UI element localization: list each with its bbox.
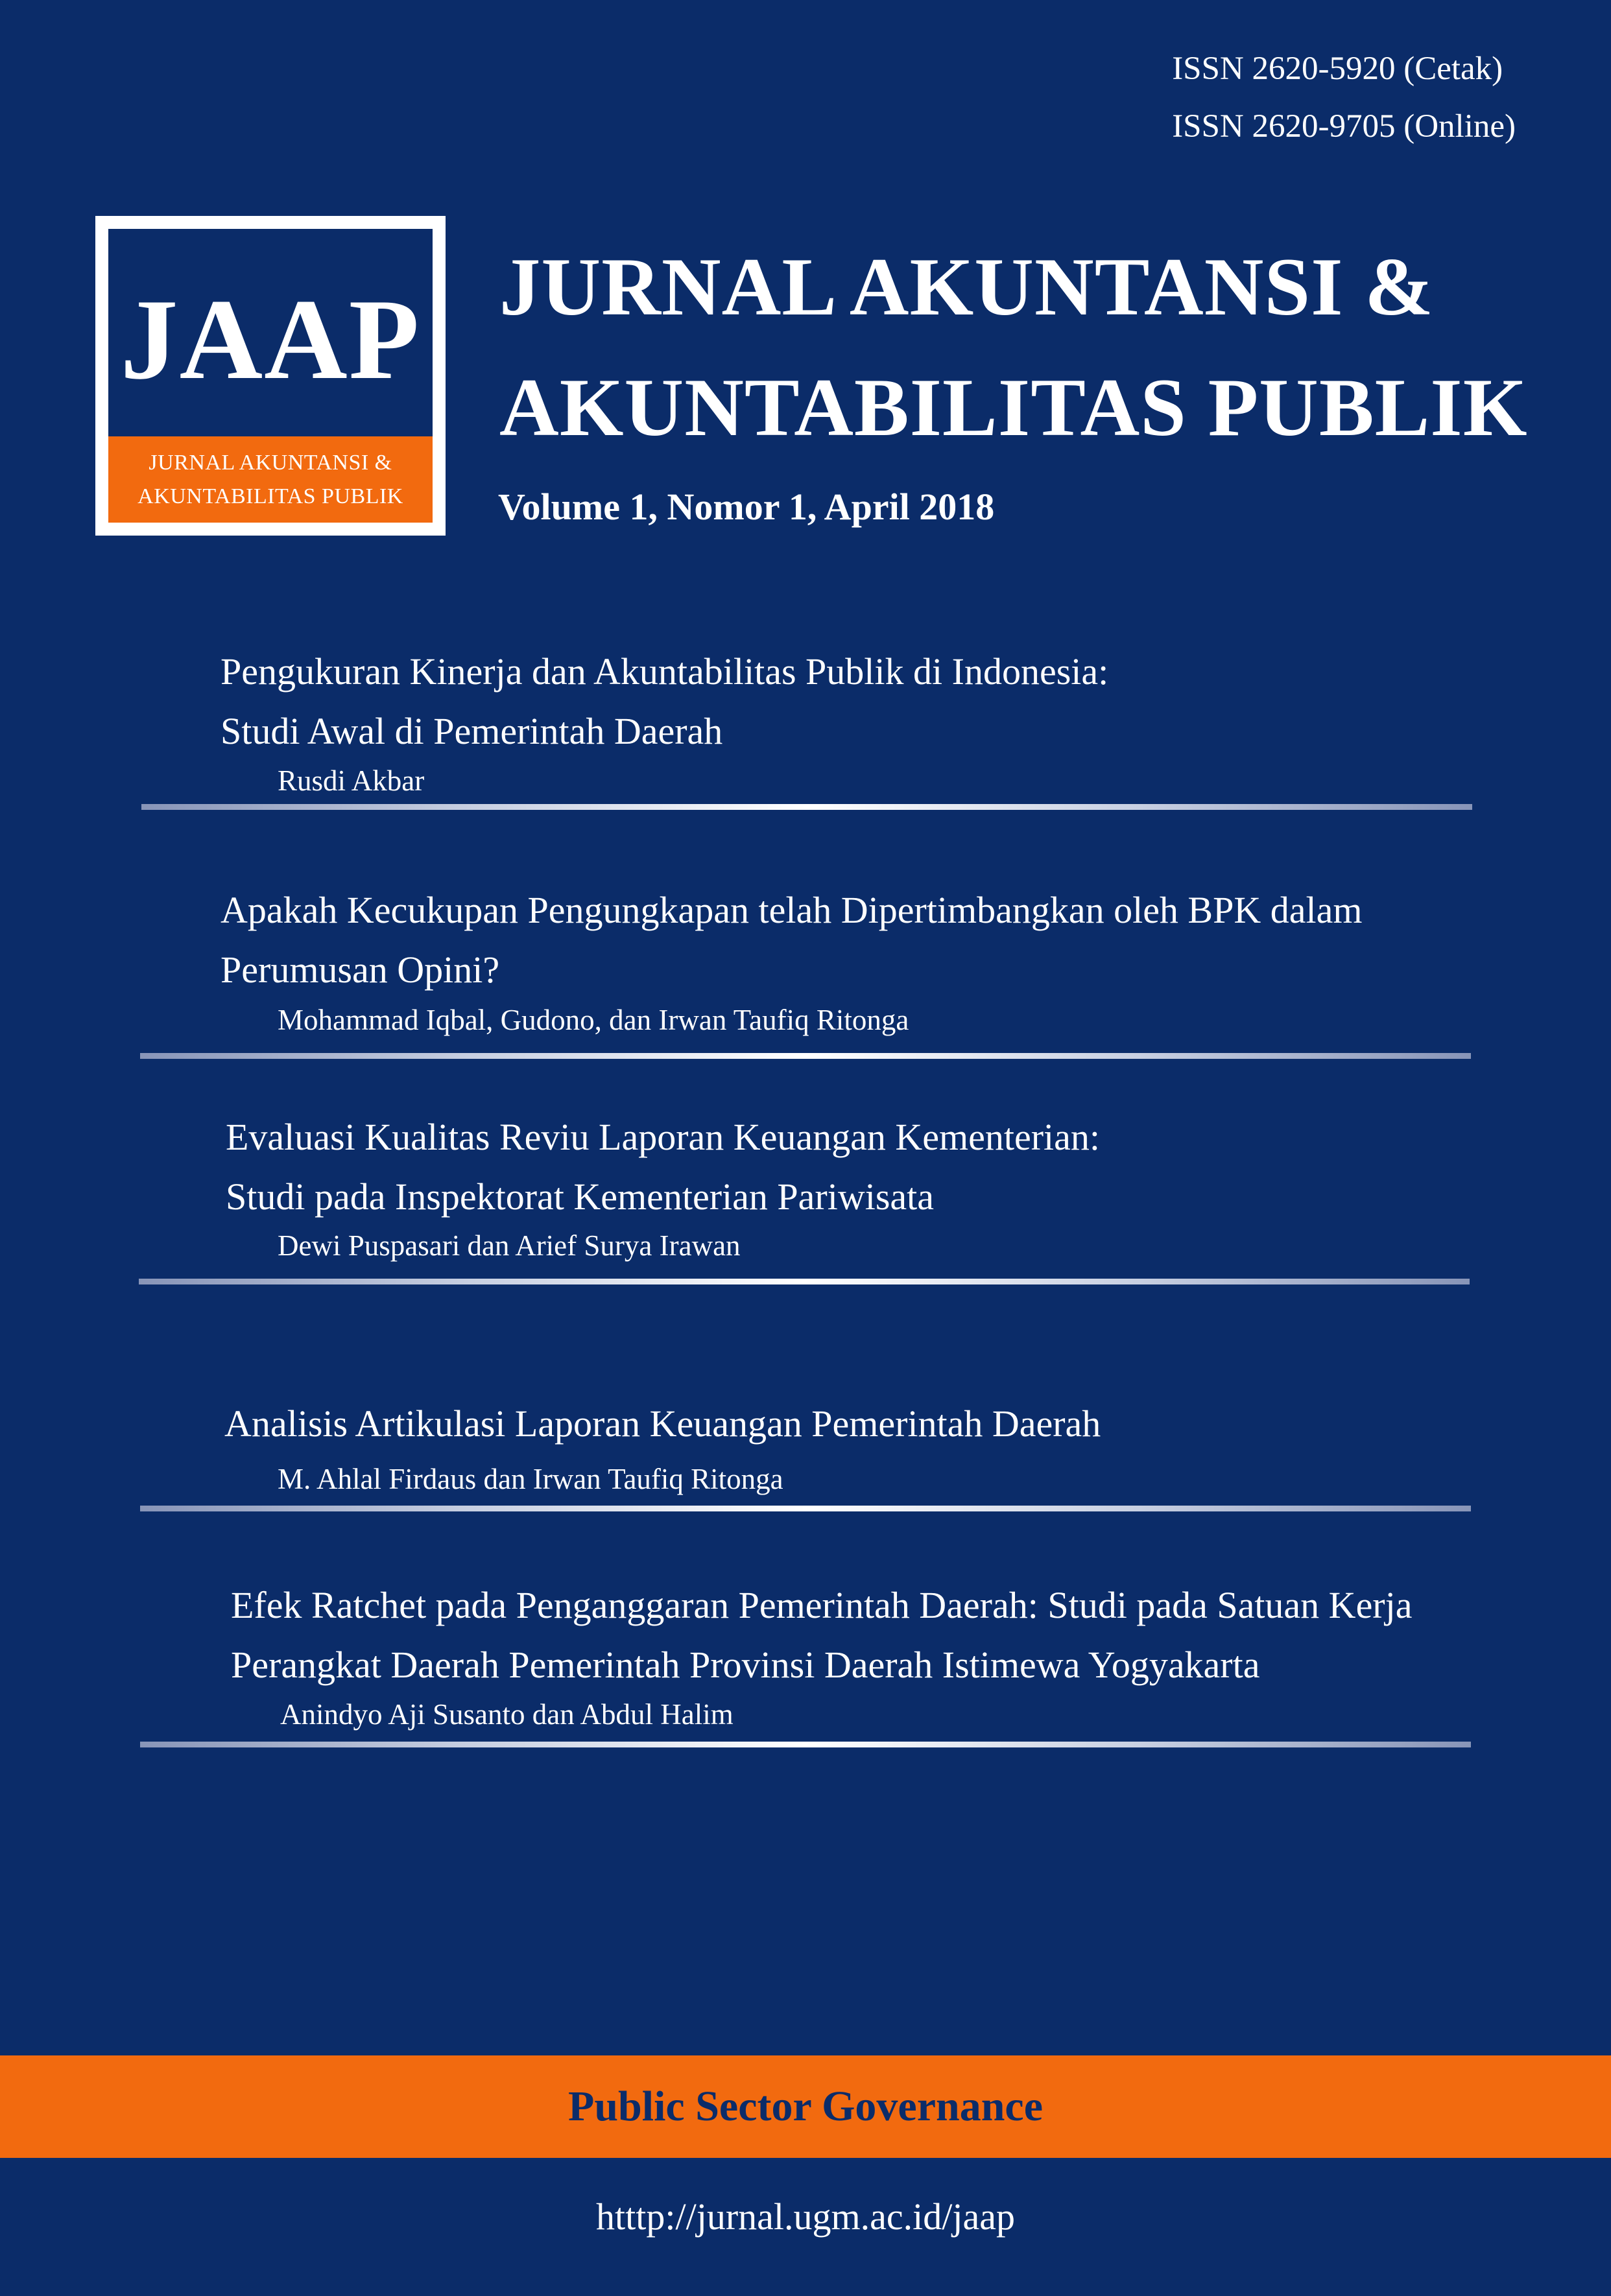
divider-line	[141, 804, 1472, 810]
journal-title-line2: AKUNTABILITAS PUBLIK	[499, 362, 1528, 453]
article-5-title-line1: Efek Ratchet pada Penganggaran Pemerintah Daerah: Studi pada Satuan Kerja	[231, 1584, 1413, 1626]
article-1-title-line1: Pengukuran Kinerja dan Akuntabilitas Publik di Indonesia:	[221, 650, 1109, 692]
divider-line	[140, 1742, 1471, 1747]
article-2-title	[221, 881, 1362, 1000]
article-5-authors: Anindyo Aji Susanto dan Abdul Halim	[280, 1698, 734, 1731]
article-2-authors: Mohammad Iqbal, Gudono, dan Irwan Taufiq Ritonga	[278, 1004, 909, 1036]
article-1-title	[221, 642, 1108, 761]
journal-url: htttp://jurnal.ugm.ac.id/jaap	[596, 2195, 1015, 2238]
logo-frame	[108, 229, 433, 523]
divider-line	[140, 1506, 1471, 1511]
journal-title-line1: JURNAL AKUNTANSI &	[499, 242, 1435, 333]
article-3-title	[226, 1107, 1100, 1227]
logo-subtitle-panel	[108, 436, 433, 523]
volume-info: Volume 1, Nomor 1, April 2018	[498, 486, 995, 528]
issn-online: ISSN 2620-9705 (Online)	[1172, 108, 1516, 145]
issn-block	[1172, 40, 1516, 156]
article-2-title-line1: Apakah Kecukupan Pengungkapan telah Dipertimbangkan oleh BPK dalam	[221, 889, 1363, 931]
logo-wordmark-panel	[108, 229, 433, 436]
divider-line	[140, 1053, 1471, 1059]
issn-print: ISSN 2620-5920 (Cetak)	[1172, 51, 1503, 87]
article-3-authors: Dewi Puspasari dan Arief Surya Irawan	[278, 1229, 741, 1262]
article-4-authors: M. Ahlal Firdaus dan Irwan Taufiq Ritonga	[278, 1463, 783, 1495]
journal-title	[499, 227, 1528, 468]
article-4-title	[224, 1394, 1101, 1454]
logo-wordmark: JAAP	[120, 275, 421, 403]
article-4-title-line1: Analisis Artikulasi Laporan Keuangan Pemerintah Daerah	[224, 1402, 1101, 1445]
article-2-title-line2: Perumusan Opini?	[221, 949, 500, 991]
divider-line	[139, 1279, 1470, 1284]
article-5-title	[231, 1576, 1412, 1695]
article-3-title-line1: Evaluasi Kualitas Reviu Laporan Keuangan Kementerian:	[226, 1116, 1101, 1158]
article-1-title-line2: Studi Awal di Pemerintah Daerah	[221, 710, 723, 752]
logo-subtitle-line2: AKUNTABILITAS PUBLIK	[137, 484, 403, 508]
jaap-logo	[95, 216, 446, 536]
article-3-title-line2: Studi pada Inspektorat Kementerian Pariwisata	[226, 1176, 935, 1218]
article-1-authors: Rusdi Akbar	[278, 764, 425, 797]
article-5-title-line2: Perangkat Daerah Pemerintah Provinsi Daerah Istimewa Yogyakarta	[231, 1644, 1260, 1686]
tagline: Public Sector Governance	[568, 2083, 1043, 2130]
logo-subtitle-line1: JURNAL AKUNTANSI &	[149, 450, 392, 475]
tagline-band	[0, 2055, 1611, 2158]
